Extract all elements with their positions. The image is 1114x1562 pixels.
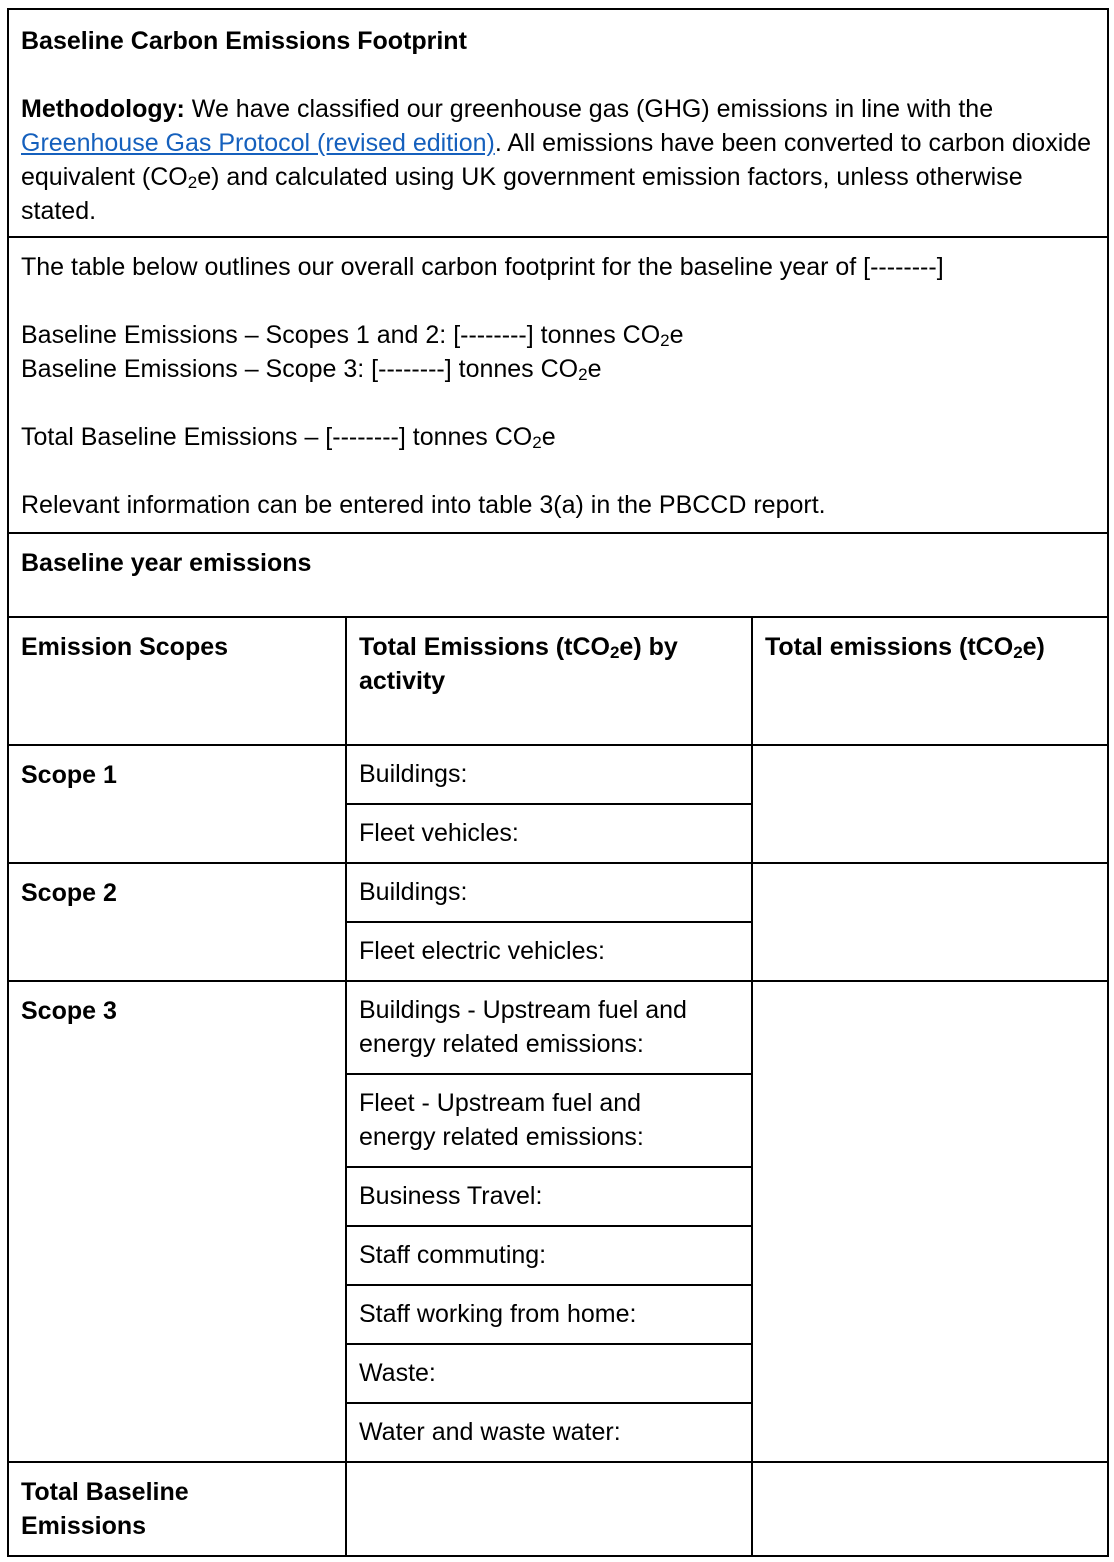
activity-cell[interactable]: Staff commuting: <box>346 1226 752 1285</box>
document-title: Baseline Carbon Emissions Footprint <box>21 27 467 55</box>
summary-intro: The table below outlines our overall carbon footprint for the baseline year of [--------] <box>21 253 944 281</box>
scopes-1-2-line: Baseline Emissions – Scopes 1 and 2: [--------] tonnes $CO_2e$ <box>21 321 684 350</box>
scope-label: Scope 2 <box>8 863 346 981</box>
baseline-emissions-table <box>7 8 1109 1557</box>
summary-row <box>8 237 1108 533</box>
scope-label: Scope 3 <box>8 981 346 1462</box>
activity-cell[interactable]: Buildings - Upstream fuel and energy related emissions: <box>346 981 752 1074</box>
activity-cell[interactable]: Fleet electric vehicles: <box>346 922 752 981</box>
activity-cell[interactable]: Fleet - Upstream fuel and energy related emissions: <box>346 1074 752 1167</box>
table-header-row <box>8 617 1108 745</box>
activity-cell[interactable]: Waste: <box>346 1344 752 1403</box>
activity-cell[interactable]: Staff working from home: <box>346 1285 752 1344</box>
scope-total-cell[interactable] <box>752 981 1108 1462</box>
total-row <box>8 1462 1108 1556</box>
activity-cell[interactable]: Business Travel: <box>346 1167 752 1226</box>
table-row <box>8 981 1108 1074</box>
scope-3-line: Baseline Emissions – Scope 3: [--------] tonnes $CO_2e$ <box>21 355 602 384</box>
section-title: Baseline year emissions <box>21 549 312 577</box>
scope-label: Scope 1 <box>8 745 346 863</box>
ghg-protocol-link[interactable]: Greenhouse Gas Protocol (revised edition) <box>21 129 495 157</box>
total-by-activity-cell[interactable] <box>346 1462 752 1556</box>
table-row <box>8 745 1108 804</box>
header-by-activity: Total Emissions (tCO$_2$e) by activity <box>346 617 752 745</box>
document <box>7 8 1107 1557</box>
scope-total-cell[interactable] <box>752 745 1108 863</box>
header-emission-scopes: Emission Scopes <box>8 617 346 745</box>
methodology-label: Methodology: <box>21 95 185 123</box>
intro-row <box>8 9 1108 237</box>
total-label: Total Baseline Emissions <box>8 1462 346 1556</box>
section-title-row <box>8 533 1108 617</box>
methodology-paragraph: Methodology: We have classified our greenhouse gas (GHG) emissions in line with the Greenhouse Gas Protocol (revised edition). All emissions have been converted to carbon dioxide equivalent $(CO_2e)$ and calculated using UK government emission factors, unless otherwise stated. <box>21 95 1092 225</box>
table-row <box>8 863 1108 922</box>
activity-cell[interactable]: Fleet vehicles: <box>346 804 752 863</box>
header-total: Total emissions (tCO$_2$e) <box>752 617 1108 745</box>
total-line: Total Baseline Emissions – [--------] tonnes $CO_2e$ <box>21 423 556 452</box>
total-emissions-cell[interactable] <box>752 1462 1108 1556</box>
activity-cell[interactable]: Buildings: <box>346 745 752 804</box>
activity-cell[interactable]: Buildings: <box>346 863 752 922</box>
scope-total-cell[interactable] <box>752 863 1108 981</box>
summary-note: Relevant information can be entered into table 3(a) in the PBCCD report. <box>21 491 826 519</box>
activity-cell[interactable]: Water and waste water: <box>346 1403 752 1462</box>
